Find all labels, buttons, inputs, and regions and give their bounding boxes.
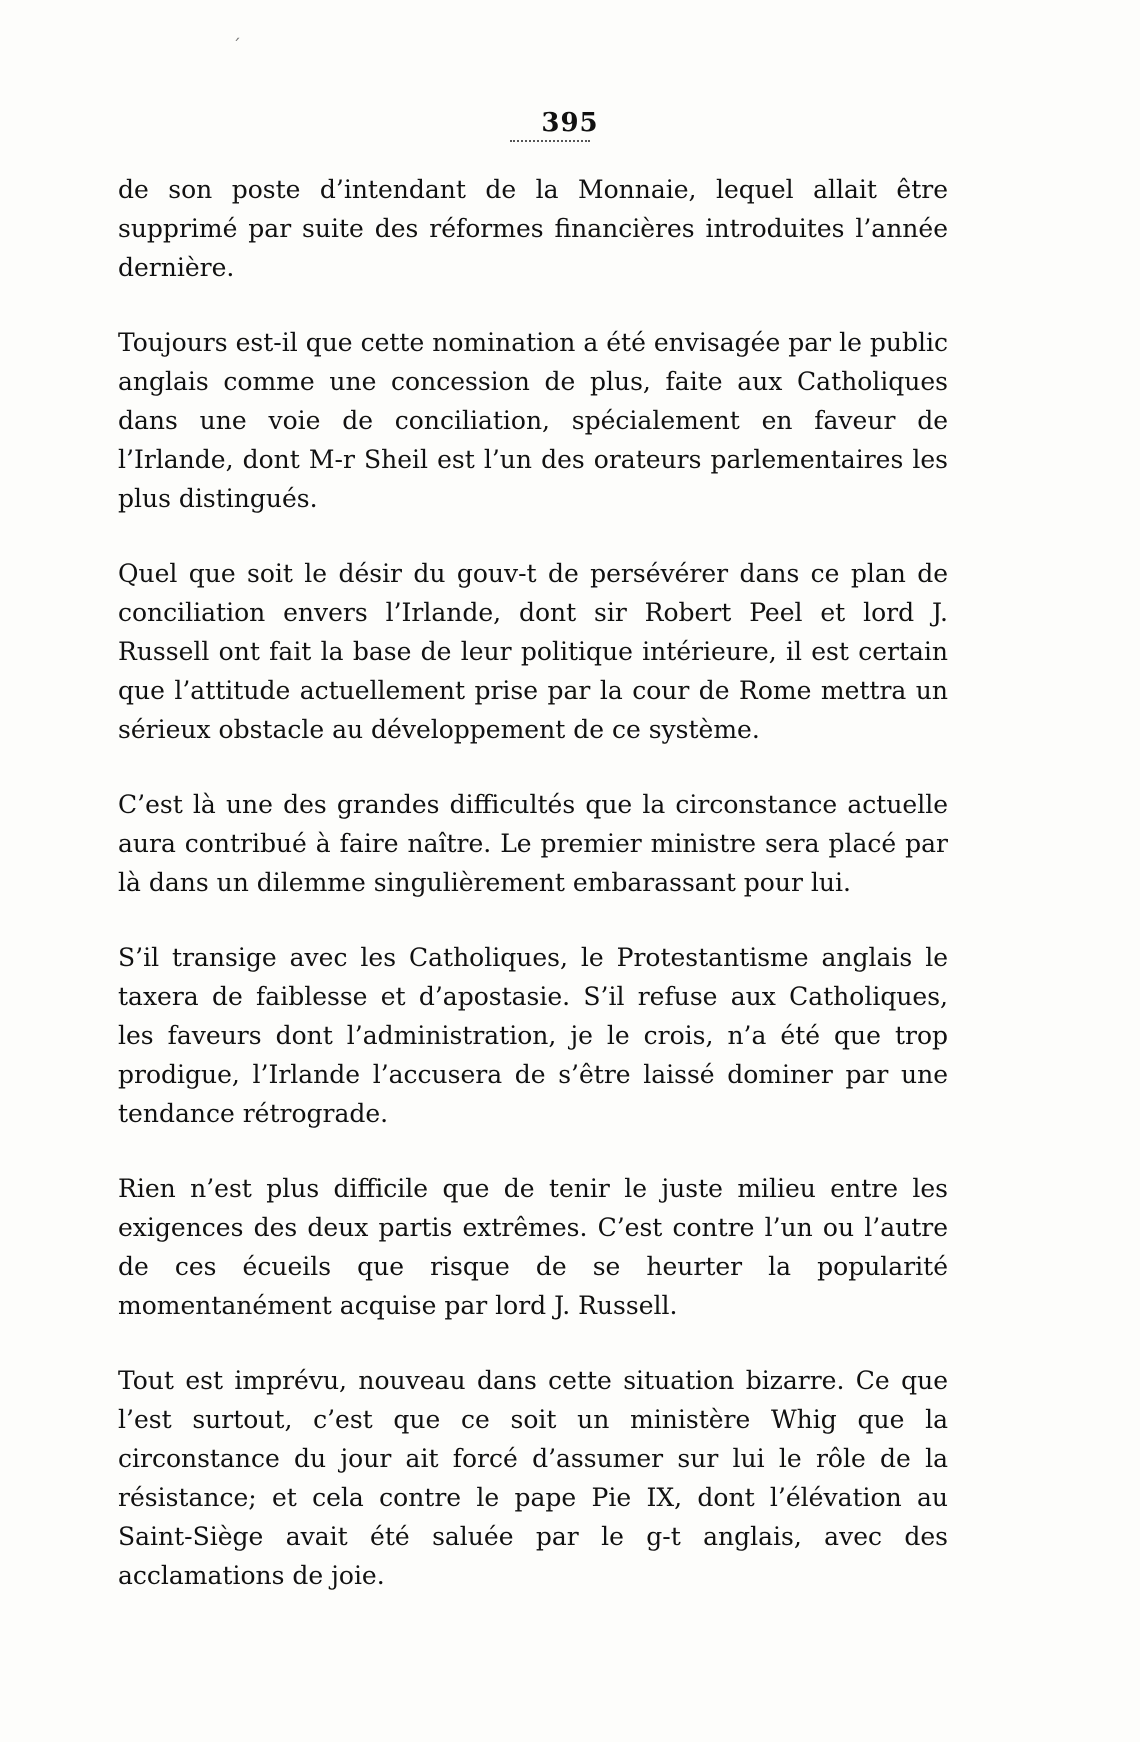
page-number-rule bbox=[510, 140, 590, 142]
paragraph-2: Toujours est-il que cette nomination a été envisagée par le public anglais comme une concession de plus, faite aux Catholiques dans une voie de conciliation, spécialement en faveur de l’Irlande, dont M-r Sheil est l’un des orateurs parlementaires les plus distingués. bbox=[118, 328, 948, 513]
paragraph-1: de son poste d’intendant de la Monnaie, lequel allait être supprimé par suite des réformes financières introduites l’année dernière. bbox=[118, 175, 948, 282]
paragraph-5: S’il transige avec les Catholiques, le Protestantisme anglais le taxera de faiblesse et d’apostasie. S’il refuse aux Catholiques, les faveurs dont l’administration, je le crois, n’a été que trop prodigue, l’Irlande l’accusera de s’être laissé dominer par une tendance rétrograde. bbox=[118, 943, 948, 1128]
paragraph-4: C’est là une des grandes difficultés que la circonstance actuelle aura contribué à faire naître. Le premier ministre sera placé par là dans un dilemme singulièrement embarassant pour lui. bbox=[118, 790, 948, 897]
page-number: 395 bbox=[541, 108, 599, 138]
stray-mark: ´ bbox=[232, 36, 241, 57]
paragraph-7: Tout est imprévu, nouveau dans cette situation bizarre. Ce que l’est surtout, c’est que ce soit un ministère Whig que la circonstance du jour ait forcé d’assumer sur lui le rôle de la résistance; et cela contre le pape Pie IX, dont l’élévation au Saint-Siège avait été saluée par le g-t anglais, avec des acclamations de joie. bbox=[118, 1366, 948, 1590]
paragraph-6: Rien n’est plus difficile que de tenir le juste milieu entre les exigences des deux partis extrêmes. C’est contre l’un ou l’autre de ces écueils que risque de se heurter la popularité momentanément acquise par lord J. Russell. bbox=[118, 1174, 948, 1320]
body-text bbox=[118, 170, 948, 1631]
paragraph-3: Quel que soit le désir du gouv-t de persévérer dans ce plan de conciliation envers l’Irlande, dont sir Robert Peel et lord J. Russell ont fait la base de leur politique intérieure, il est certain que l’attitude actuellement prise par la cour de Rome mettra un sérieux obstacle au développement de ce système. bbox=[118, 559, 948, 744]
